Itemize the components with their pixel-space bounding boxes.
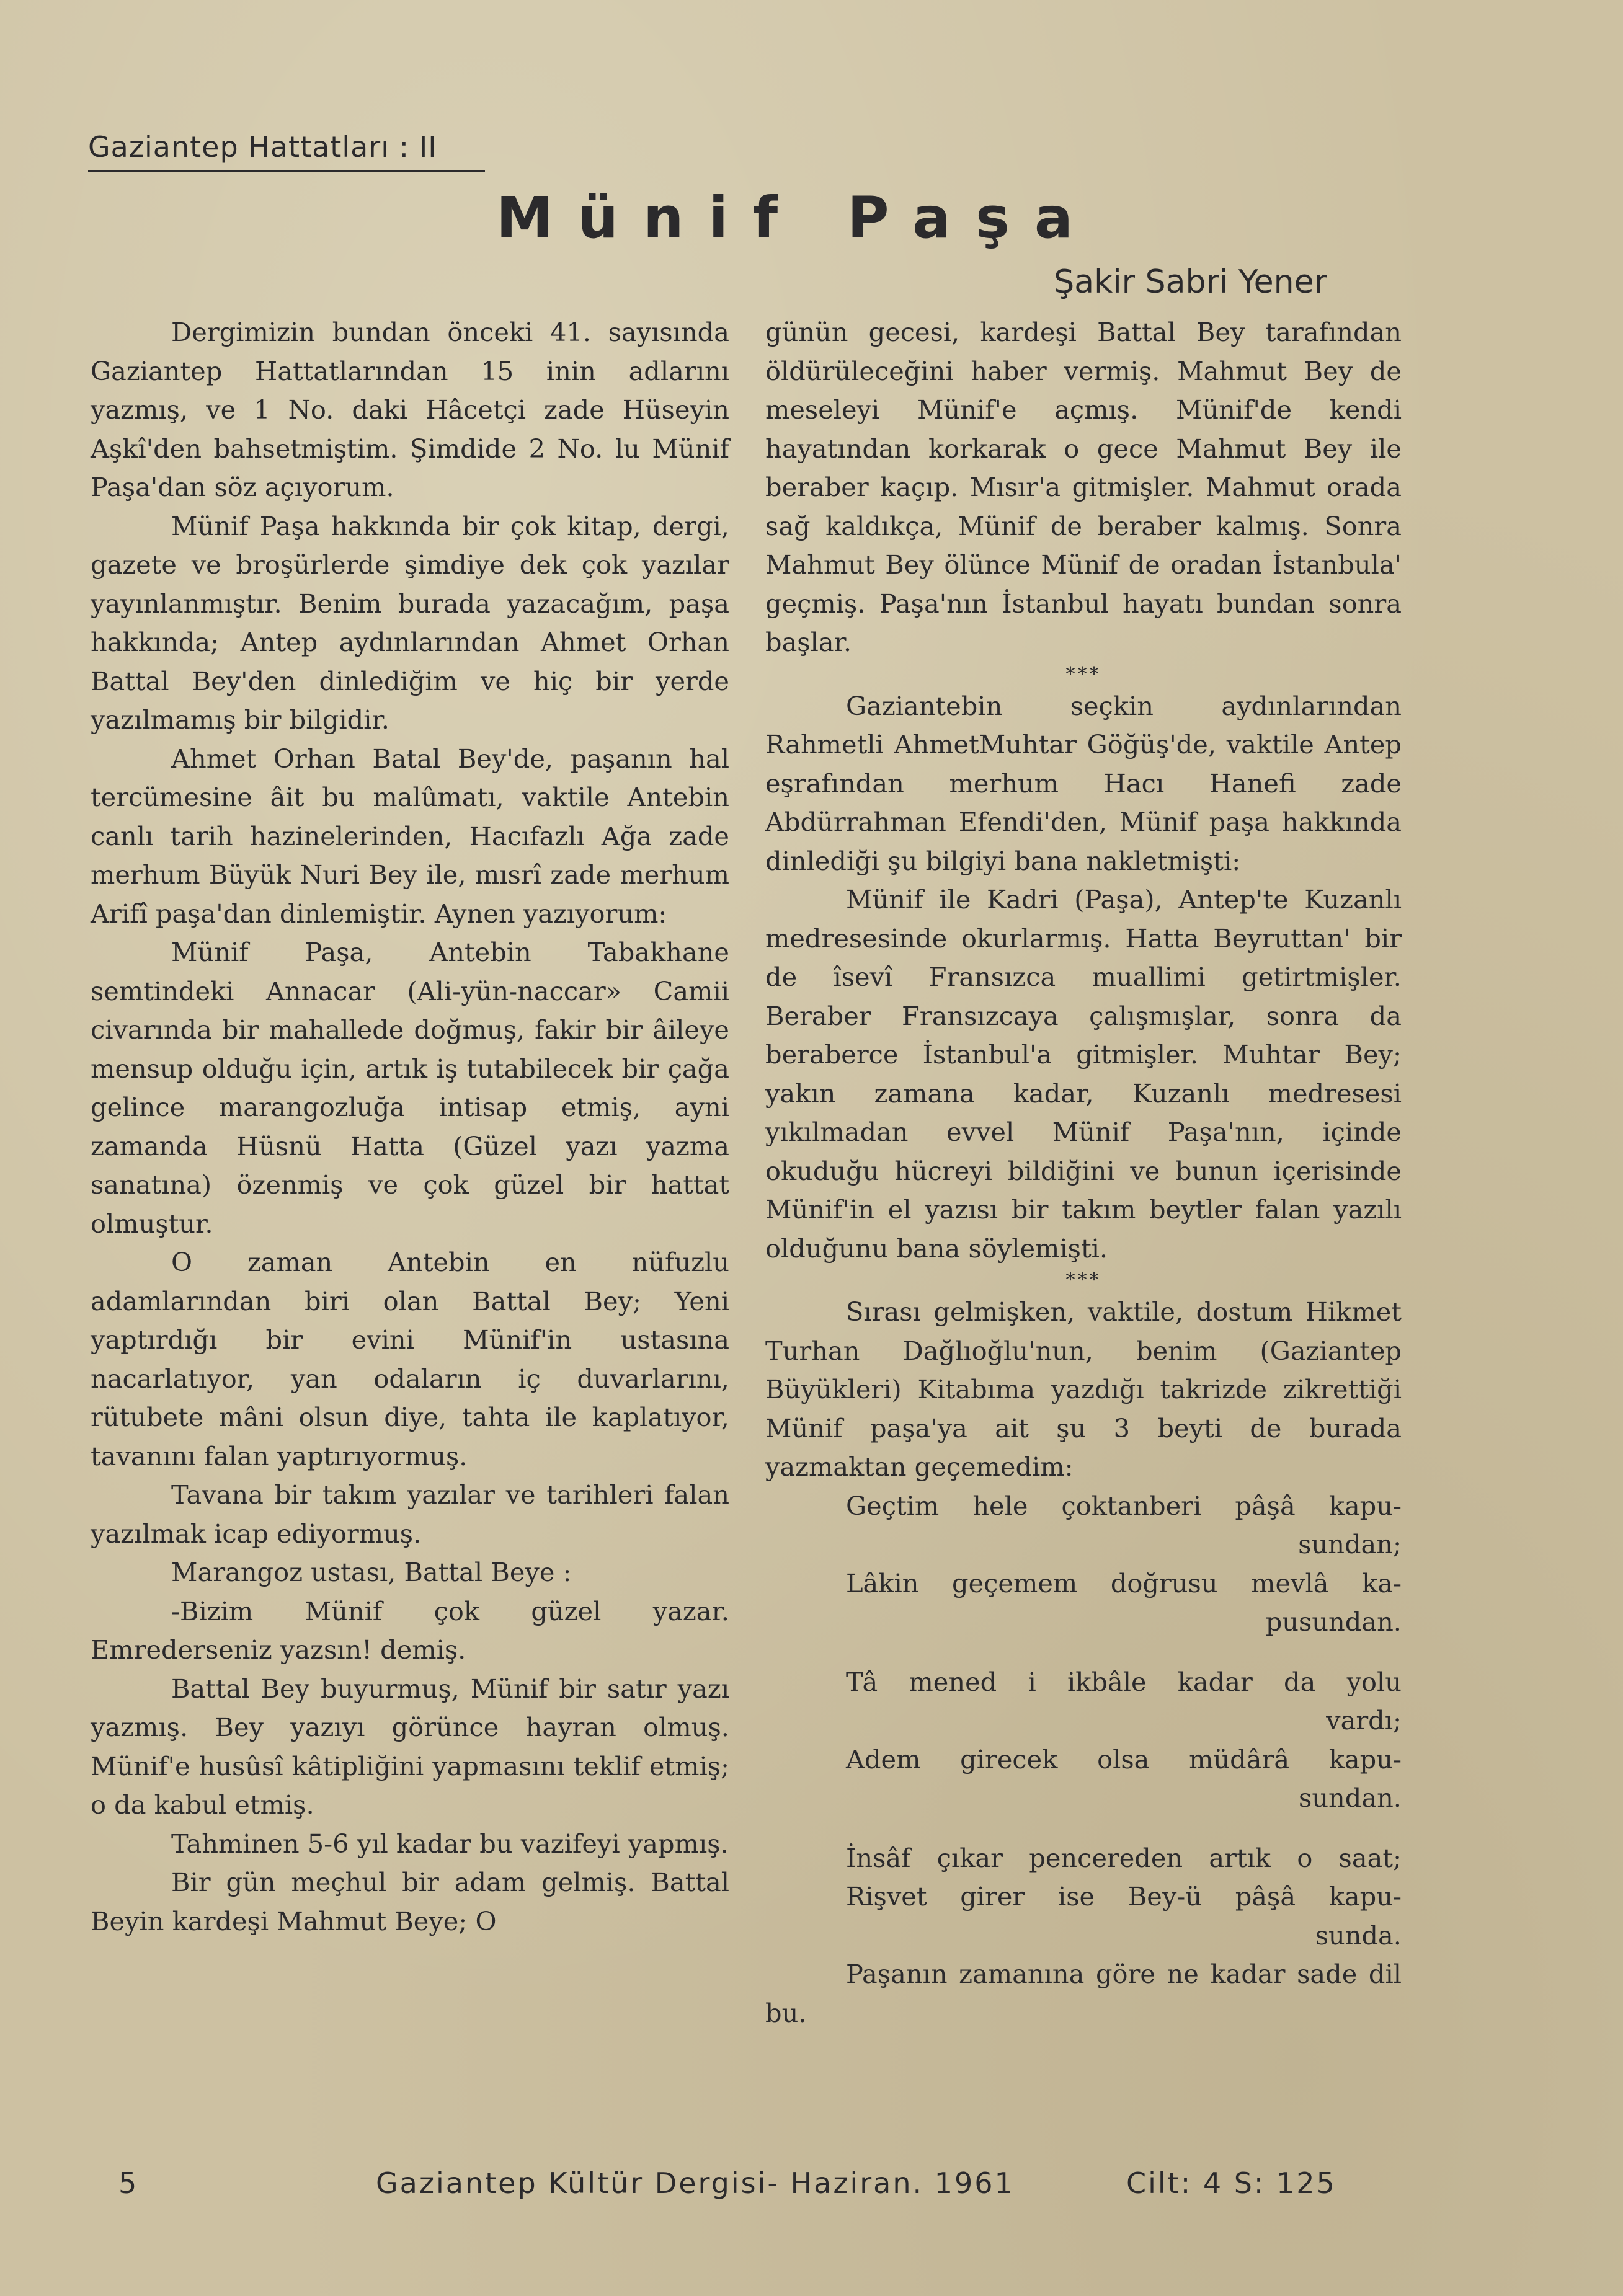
poem [765,1487,1402,1956]
volume-issue: Cilt: 4 S: 125 [1126,2166,1336,2200]
paragraph: Tahminen 5-6 yıl kadar bu vazifeyi yapmış. [171,1828,729,1859]
paragraph: Paşanın zamanına göre ne kadar sade dil bu. [765,1959,1402,2028]
page-number: 5 [118,2166,139,2200]
verse-line: Geçtim hele çoktanberi pâşâ kapu- [846,1490,1402,1521]
paragraph: Münif Paşa hakkında bir çok kitap, dergi, gazete ve broşürlerde şimdiye dek çok yazılar yayınlanmıştır. Benim burada yazacağım, paşa hakkında; Antep aydınlarından Ahmet Orhan Battal Bey'den dinlediğim ve hiç bir yerde yazılmamış bir bilgidir. [91,510,729,735]
paragraph: Sırası gelmişken, vaktile, dostum Hikmet Turhan Dağlıoğlu'nun, benim (Gaziantep Büyükleri) Kitabıma yazdığı takrizde zikrettiği Münif paşa'ya ait şu 3 beyti de burada yazmaktan geçemedim: [765,1296,1402,1482]
verse-line-end: vardı; [1326,1705,1402,1735]
paragraph: Bir gün meçhul bir adam gelmiş. Battal Beyin kardeşi Mahmut Beye; O [91,1867,729,1936]
verse-line: Lâkin geçemem doğrusu mevlâ ka- [846,1567,1402,1598]
section-separator: *** [1065,663,1101,685]
article-author: Şakir Sabri Yener [1054,264,1327,301]
paragraph: Münif ile Kadri (Paşa), Antep'te Kuzanlı medresesinde okurlarmış. Hatta Beyruttan' bir de îsevî Fransızca muallimi getirtmişler. Beraber Fransızcaya çalışmışlar, sonra da beraberce İstanbul'a gitmişler. Muhtar Bey; yakın zamana kadar, Kuzanlı medresesi yıkılmadan evvel Münif Paşa'nın, içinde okuduğu hücreyi bildiğini ve bunun içerisinde Münif'in el yazısı bir takım beytler falan yazılı olduğunu bana söylemişti. [765,884,1402,1264]
paragraph: günün gecesi, kardeşi Battal Bey tarafından öldürüleceğini haber vermiş. Mahmut Bey de meseleyi Münif'e açmış. Münif'de kendi hayatından korkarak o gece Mahmut Bey ile beraber kaçıp. Mısır'a gitmişler. Mahmut orada sağ kaldıkça, Münif de beraber kalmış. Sonra Mahmut Bey ölünce Münif de oradan İstanbula' geçmiş. Paşa'nın İstanbul hayatı bundan sonra başlar. [765,317,1402,657]
verse-line: İnsâf çıkar pencereden artık o saat; [846,1842,1402,1873]
journal-citation: Gaziantep Kültür Dergisi- Haziran. 1961 [376,2166,1015,2200]
verse-line: Rişvet girer ise Bey-ü pâşâ kapu- [846,1881,1402,1912]
paragraph: Münif Paşa, Antebin Tabakhane semtindeki Annacar (Ali-yün-naccar» Camii civarında bir mahallede doğmuş, fakir bir âileye mensup olduğu için, artık iş tutabilecek bir çağa gelince marangozluğa intisap etmiş, ayni zamanda Hüsnü Hatta (Güzel yazı yazma sanatına) özenmiş ve çok güzel bir hattat olmuştur. [91,937,729,1239]
paragraph: Marangoz ustası, Battal Beye : [171,1557,572,1587]
left-column [91,313,729,1941]
article-title: Münif Paşa [496,185,1098,251]
verse-line-end: sunda. [1315,1920,1402,1951]
paragraph: O zaman Antebin en nüfuzlu adamlarından biri olan Battal Bey; Yeni yaptırdığı bir evini Münif'in ustasına nacarlatıyor, yan odaların iç duvarlarını, rütubete mâni olsun diye, tahta ile kaplatıyor, tavanını falan yaptırıyormuş. [91,1247,729,1471]
section-separator: *** [1065,1269,1101,1291]
verse-line-end: pusundan. [1265,1607,1402,1637]
paragraph: Dergimizin bundan önceki 41. sayısında Gaziantep Hattatlarından 15 inin adlarını yazmış, ve 1 No. daki Hâcetçi zade Hüseyin Aşkî'den bahsetmiştim. Şimdide 2 No. lu Münif Paşa'dan söz açıyorum. [91,317,729,502]
paragraph: Battal Bey buyurmuş, Münif bir satır yazı yazmış. Bey yazıyı görünce hayran olmuş. Münif'e husûsî kâtipliğini yapmasını teklif etmiş; o da kabul etmiş. [91,1673,729,1820]
verse-line-end: sundan. [1299,1783,1402,1813]
right-column [765,313,1402,2032]
paragraph: -Bizim Münif çok güzel yazar. Emrederseniz yazsın! demiş. [91,1595,729,1665]
verse-line-end: sundan; [1298,1529,1402,1559]
series-heading: Gaziantep Hattatları : II [88,130,485,172]
verse-line: Tâ mened i ikbâle kadar da yolu [846,1666,1402,1697]
paragraph: Tavana bir takım yazılar ve tarihleri falan yazılmak icap ediyormuş. [91,1479,729,1549]
paragraph: Ahmet Orhan Batal Bey'de, paşanın hal tercümesine âit bu malûmatı, vaktile Antebin canlı tarih hazinelerinden, Hacıfazlı Ağa zade merhum Büyük Nuri Bey ile, mısrî zade merhum Arifî paşa'dan dinlemiştir. Aynen yazıyorum: [91,743,729,929]
paragraph: Gaziantebin seçkin aydınlarından Rahmetli AhmetMuhtar Göğüş'de, vaktile Antep eşrafından merhum Hacı Hanefi zade Abdürrahman Efendi'den, Münif paşa hakkında dinlediği şu bilgiyi bana nakletmişti: [765,690,1402,876]
verse-line: Adem girecek olsa müdârâ kapu- [846,1744,1402,1775]
